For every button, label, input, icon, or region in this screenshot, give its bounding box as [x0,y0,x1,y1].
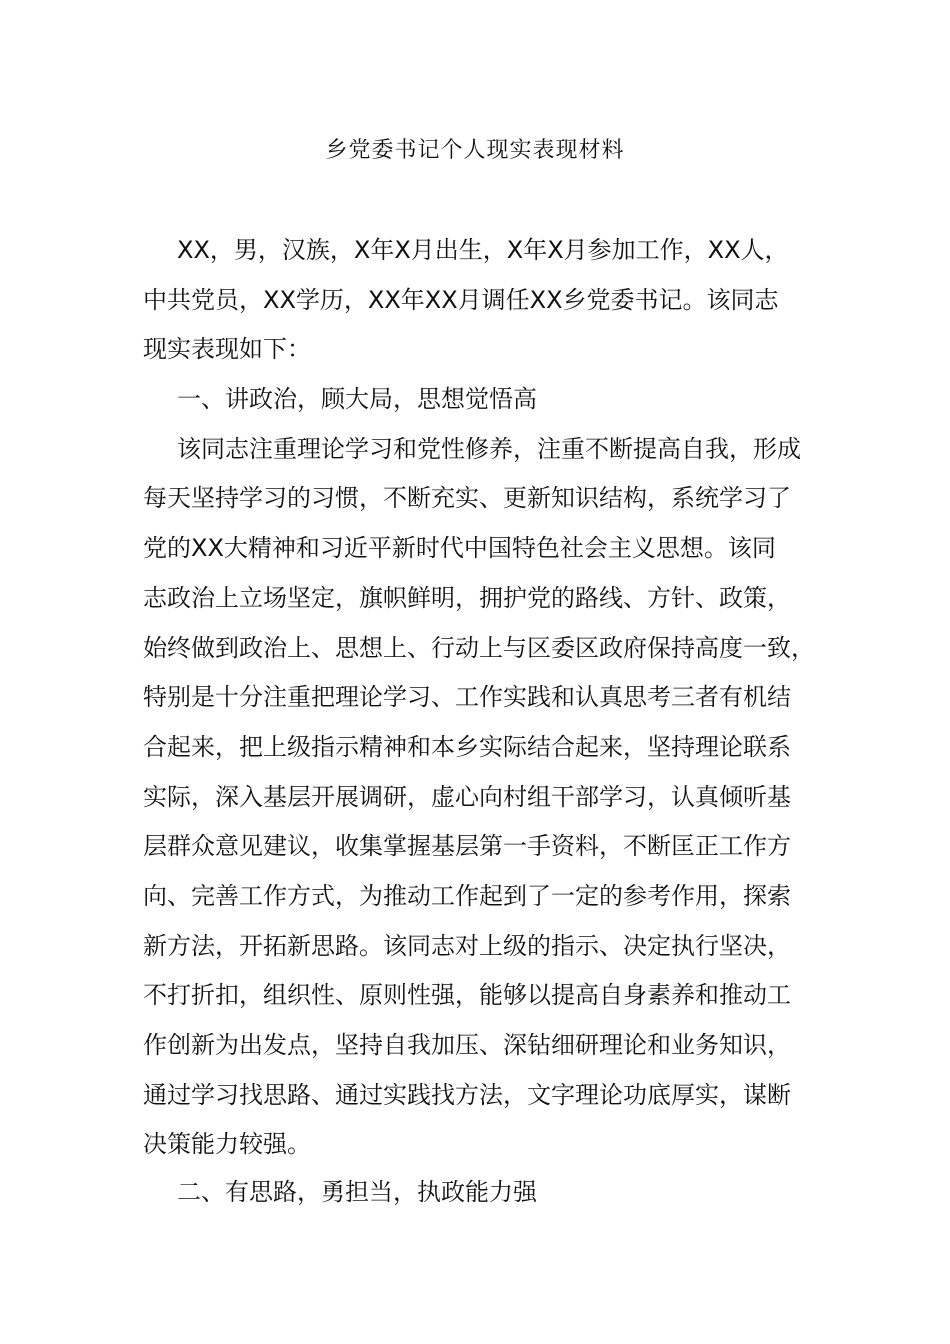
text-line: 实际，深入基层开展调研，虚心向村组干部学习，认真倾听基 [143,782,791,811]
text-line: 向、完善工作方式，为推动工作起到了一定的参考作用，探索 [143,881,791,910]
text-line: XX，男，汉族，X年X月出生，X年X月参加工作，XX人， [177,236,789,264]
text-line: 层群众意见建议，收集掌握基层第一手资料，不断匡正工作方 [143,832,791,861]
document-body [143,226,823,1170]
text-line: 合起来，把上级指示精神和本乡实际结合起来，坚持理论联系 [143,732,791,761]
text-line: 党的XX大精神和习近平新时代中国特色社会主义思想。该同 [143,534,776,563]
section-heading-one: 一、讲政治，顾大局，思想觉悟高 [177,385,537,414]
text-line: 决策能力较强。 [143,1130,311,1159]
text-line: 始终做到政治上、思想上、行动上与区委区政府保持高度一致， [143,633,815,662]
text-line: 每天坚持学习的习惯，不断充实、更新知识结构，系统学习了 [143,484,791,513]
text-line: 不打折扣，组织性、原则性强，能够以提高自身素养和推动工 [143,981,791,1010]
section-heading-two: 二、有思路，勇担当，执政能力强 [177,1178,537,1206]
document-title: 乡党委书记个人现实表现材料 [325,138,625,163]
text-line: 志政治上立场坚定，旗帜鲜明，拥护党的路线、方针、政策， [143,583,791,612]
text-line: 现实表现如下： [143,335,311,364]
text-line: 作创新为出发点，坚持自我加压、深钻细研理论和业务知识， [143,1031,791,1059]
text-line: 中共党员，XX学历，XX年XX月调任XX乡党委书记。该同志 [143,285,779,314]
text-line: 新方法，开拓新思路。该同志对上级的指示、决定执行坚决， [143,931,791,960]
text-line: 通过学习找思路、通过实践找方法，文字理论功底厚实，谋断 [143,1080,791,1109]
text-line: 特别是十分注重把理论学习、工作实践和认真思考三者有机结 [143,683,791,712]
text-line: 该同志注重理论学习和党性修养，注重不断提高自我，形成 [177,434,801,463]
